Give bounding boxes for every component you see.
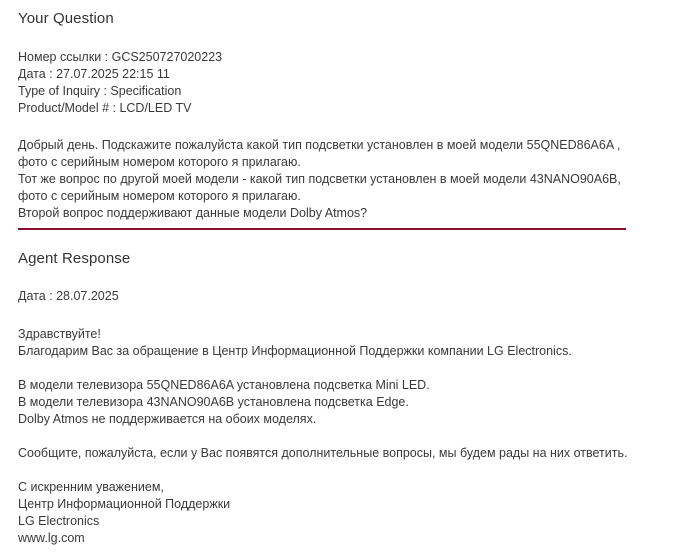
agent-spacer-2 <box>18 428 676 445</box>
agent-heading: Agent Response <box>18 250 131 267</box>
agent-date: Дата : 28.07.2025 <box>18 289 119 303</box>
question-paragraph-3: Второй вопрос поддерживают данные модели Dolby Atmos? <box>18 206 368 220</box>
section-divider <box>18 228 626 230</box>
question-heading: Your Question <box>18 10 114 27</box>
agent-signature-company: LG Electronics <box>18 514 100 528</box>
question-meta <box>18 49 676 117</box>
agent-spacer-1 <box>18 360 676 377</box>
agent-body <box>18 326 676 547</box>
agent-heading-wrap <box>18 250 676 267</box>
agent-line-6: Dolby Atmos не поддерживается на обоих моделях. <box>18 412 317 426</box>
question-meta-inquiry-type: Type of Inquiry : Specification <box>18 84 182 98</box>
agent-signature-regards: С искренним уважением, <box>18 480 164 494</box>
agent-line-4: В модели телевизора 55QNED86A6A установлена подсветка Mini LED. <box>18 378 430 392</box>
question-meta-reference: Номер ссылки : GCS250727020223 <box>18 50 223 64</box>
question-body <box>18 137 676 222</box>
question-paragraph-2: Тот же вопрос по другой моей модели - какой тип подсветки установлен в моей модели 43NANO90A6B, фото с серийным номером которого я прилагаю. <box>18 172 621 203</box>
agent-signature-website: www.lg.com <box>18 531 85 545</box>
question-meta-product-model: Product/Model # : LCD/LED TV <box>18 101 192 115</box>
question-meta-date: Дата : 27.07.2025 22:15 11 <box>18 67 170 81</box>
agent-line-2: Благодарим Вас за обращение в Центр Информационной Поддержки компании LG Electronics. <box>18 344 572 358</box>
agent-signature-department: Центр Информационной Поддержки <box>18 497 231 511</box>
agent-line-1: Здравствуйте! <box>18 327 101 341</box>
agent-line-5: В модели телевизора 43NANO90A6B установлена подсветка Edge. <box>18 395 409 409</box>
agent-line-8: Сообщите, пожалуйста, если у Вас появятся дополнительные вопросы, мы будем рады на них ответить. <box>18 446 628 460</box>
question-paragraph-1: Добрый день. Подскажите пожалуйста какой тип подсветки установлен в моей модели 55QNED86A6A , фото с серийным номером которого я прилагаю. <box>18 138 621 169</box>
agent-spacer-3 <box>18 462 676 479</box>
